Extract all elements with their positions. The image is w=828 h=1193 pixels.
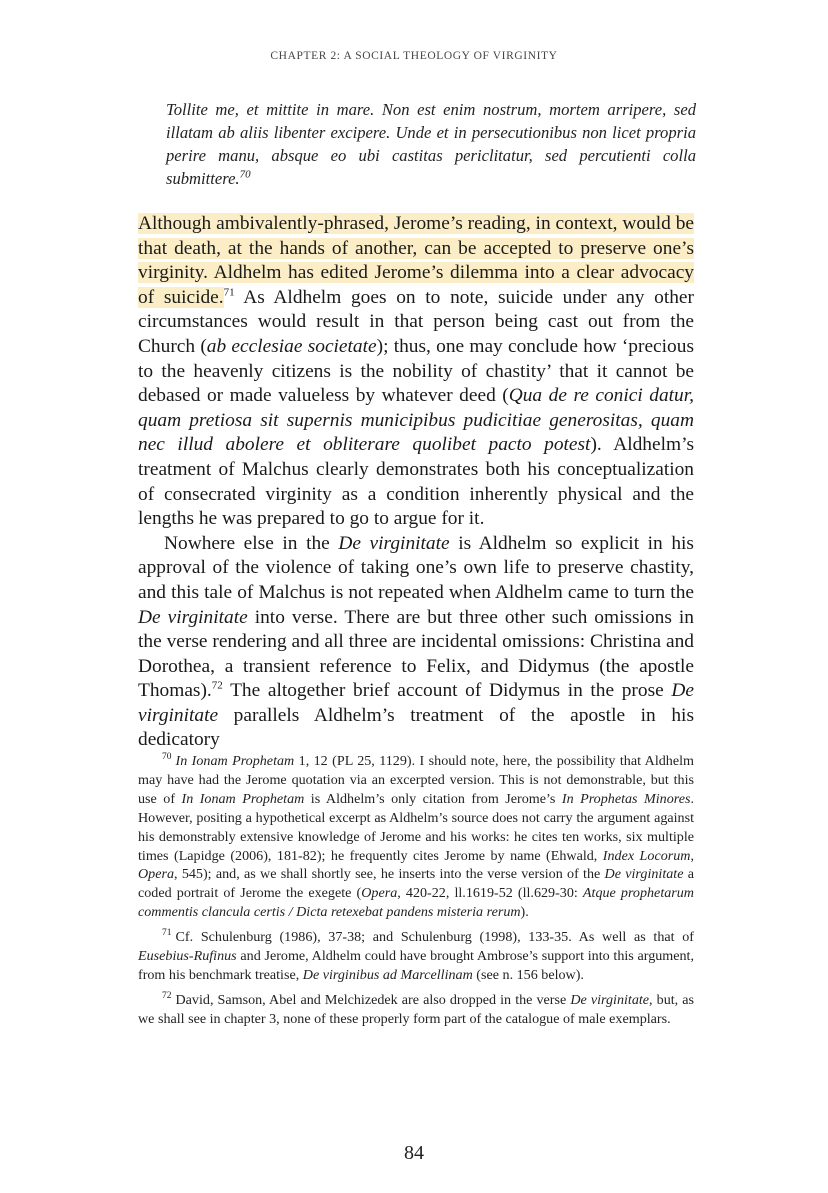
text-segment: , bbox=[690, 847, 694, 864]
work-title: Eusebius-Rufinus bbox=[138, 948, 237, 965]
text-segment: Nowhere else in the bbox=[164, 532, 339, 554]
highlighted-passage[interactable]: Although ambivalently-phrased, Jerome’s reading, in context, would be that death, at the hands of another, can be accepted to preserve one’s virginity. Aldhelm has edited Jerome’s dilemma into a clear advocacy of suicide. bbox=[138, 213, 694, 308]
text-segment: ). bbox=[520, 904, 529, 921]
footnote-ref-72[interactable]: 72 bbox=[211, 679, 223, 692]
work-title: In Ionam Prophetam bbox=[175, 753, 295, 769]
work-title: De virginitate bbox=[138, 680, 694, 726]
text-segment: (see n. 156 below). bbox=[472, 966, 584, 983]
text-segment: , 545); and, as we shall shortly see, he inserts into the verse version of the bbox=[174, 866, 605, 883]
text-segment: , but, as we shall see in chapter 3, none of these properly form part of the catalogue of male exemplars. bbox=[138, 991, 695, 1027]
latin-phrase: ab ecclesiae societate bbox=[206, 335, 377, 357]
text-segment: As Aldhelm goes on to note, suicide under any other circumstances would result in that person being cast out from the Church ( bbox=[138, 286, 694, 357]
paragraph-2 bbox=[138, 532, 694, 753]
latin-phrase: Qua de re conici datur, quam pretiosa sit supernis municipibus pudicitiae generositas, quam nec illud abolere et obliterare quolibet pacto potest bbox=[138, 385, 694, 456]
text-segment: . However, positing a hypothetical excerpt as Aldhelm’s source does not carry the argument against his demonstrably extensive knowledge of Jerome and his works: he cites ten works, six multiple times (Lapidge (2006), 181-82); he frequently cites Jerome by name (Ehwald, bbox=[138, 790, 694, 864]
work-title: Index Locorum bbox=[602, 847, 691, 864]
work-title: De virginitate bbox=[570, 991, 650, 1008]
footnote-ref-70[interactable]: 70 bbox=[239, 168, 251, 181]
work-title: De virginitate bbox=[604, 866, 684, 883]
text-segment: is Aldhelm so explicit in his approval of the violence of taking one’s own life to preserve chastity, and this tale of Malchus is not repeated when Aldhelm came to turn the bbox=[138, 532, 694, 603]
footnotes bbox=[138, 752, 694, 1035]
footnote-number: 72 bbox=[162, 991, 172, 1002]
latin-quotation: Atque prophetarum commentis clancula certis / Dicta retexebat pandens misteria rerum bbox=[138, 885, 694, 921]
text-segment: The altogether brief account of Didymus in the prose bbox=[222, 680, 672, 702]
work-title: De virginitate bbox=[338, 532, 450, 554]
work-title: De virginitate bbox=[138, 606, 248, 628]
work-title: In Ionam Prophetam bbox=[181, 790, 305, 807]
text-segment: a coded portrait of Jerome the exegete ( bbox=[138, 866, 694, 902]
paragraph-1 bbox=[138, 212, 694, 532]
quote-text: Tollite me, et mittite in mare. Non est enim nostrum, mortem arripere, sed illatam ab aliis libenter excipere. Unde et in persecutionibus non licet propria perire manu, absque eo ubi castitas periclitatur, sed percutienti colla submittere. bbox=[166, 100, 696, 188]
text-segment: ). Aldhelm’s treatment of Malchus clearly demonstrates both his conceptualization of consecrated virginity as a condition inherently physical and the lengths he was prepared to go to argue for it. bbox=[138, 434, 695, 530]
text-segment: Cf. Schulenburg (1986), 37-38; and Schulenburg (1998), 133-35. As well as that of bbox=[175, 929, 694, 946]
footnote-71 bbox=[138, 928, 694, 985]
work-title: Opera bbox=[138, 866, 175, 883]
work-title: In Prophetas Minores bbox=[561, 790, 691, 807]
text-segment: David, Samson, Abel and Melchizedek are also dropped in the verse bbox=[175, 991, 571, 1008]
footnote-number: 71 bbox=[162, 928, 172, 939]
text-segment: , 420-22, ll.1619-52 (ll.629-30: bbox=[397, 885, 583, 902]
text-segment: and Jerome, Aldhelm could have brought Ambrose’s support into this argument, from his benchmark treatise, bbox=[138, 948, 694, 983]
text-segment: parallels Aldhelm’s treatment of the apostle in his dedicatory bbox=[138, 704, 694, 751]
footnote-ref-71[interactable]: 71 bbox=[223, 286, 235, 299]
running-head: CHAPTER 2: A SOCIAL THEOLOGY OF VIRGINITY bbox=[270, 50, 558, 62]
text-segment: into verse. There are but three other such omissions in the verse rendering and all three are incidental omissions: Christina and Dorothea, a transient reference to Felix, and Didymus (the apostle Thomas). bbox=[138, 606, 694, 702]
text-segment: ); thus, one may conclude how ‘precious to the heavenly citizens is the nobility of chastity’ that it cannot be debased or made valueless by whatever deed ( bbox=[138, 335, 694, 407]
body-text bbox=[138, 212, 694, 753]
footnote-70 bbox=[138, 752, 694, 922]
work-title: Opera bbox=[361, 885, 398, 902]
footnote-72 bbox=[138, 991, 694, 1029]
footnote-number: 70 bbox=[162, 752, 172, 763]
page-number: 84 bbox=[404, 1142, 424, 1164]
latin-block-quote bbox=[166, 98, 696, 190]
text-segment: is Aldhelm’s only citation from Jerome’s bbox=[304, 790, 562, 807]
text-segment: 1, 12 (PL 25, 1129). I should note, here, the possibility that Aldhelm may have had the Jerome quotation via an excerpted version. This is not demonstrable, but this use of bbox=[138, 753, 694, 807]
work-title: De virginibus ad Marcellinam bbox=[302, 966, 473, 983]
